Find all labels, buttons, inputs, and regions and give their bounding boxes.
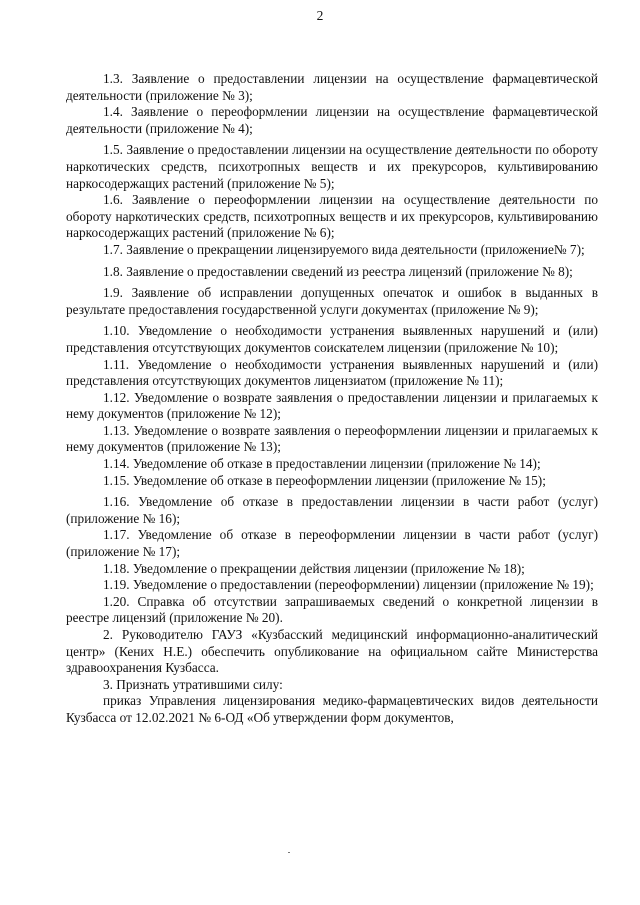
item-1-4: 1.4. Заявление о переоформлении лицензии на осуществление фармацевтической деятельности (приложение № 4); [66,104,598,136]
item-1-17: 1.17. Уведомление об отказе в переоформлении лицензии в части работ (услуг) (приложение № 17); [66,527,598,560]
item-2: 2. Руководителю ГАУЗ «Кузбасский медицинский информационно-аналитический центр» (Кених Н.Е.) обеспечить опубликование на официальном сайте Министерства здравоохранения Кузбасса. [66,627,598,676]
item-1-18: 1.18. Уведомление о прекращении действия лицензии (приложение № 18); [103,560,525,576]
item-1-10: 1.10. Уведомление о необходимости устранения выявленных нарушений и (или) представления отсутствующих документов соискателем лицензии (приложение № 10); [66,323,598,355]
item-1-15: 1.15. Уведомление об отказе в переоформлении лицензии (приложение № 15); [103,472,546,488]
document-body [66,71,598,727]
item-1-3: 1.3. Заявление о предоставлении лицензии на осуществление фармацевтической деятельности (приложение № 3); [66,71,598,103]
repealed-order: приказ Управления лицензирования медико-фармацевтических видов деятельности Кузбасса от 12.02.2021 № 6-ОД «Об утверждении форм документов, [66,693,598,725]
item-1-16: 1.16. Уведомление об отказе в предоставлении лицензии в части работ (услуг) (приложение № 16); [66,494,598,526]
item-1-12: 1.12. Уведомление о возврате заявления о предоставлении лицензии и прилагаемых к нему документов (приложение № 12); [66,389,598,422]
item-1-11: 1.11. Уведомление о необходимости устранения выявленных нарушений и (или) представления отсутствующих документов лицензиатом (приложение № 11); [66,356,598,389]
item-1-6: 1.6. Заявление о переоформлении лицензии на осуществление деятельности по обороту наркотических средств, психотропных веществ и их прекурсоров, культивированию наркосодержащих растений (приложение № 6); [66,192,598,241]
item-1-19: 1.19. Уведомление о предоставлении (переоформлении) лицензии (приложение № 19); [103,577,594,593]
item-1-13: 1.13. Уведомление о возврате заявления о переоформлении лицензии и прилагаемых к нему документов (приложение № 13); [66,422,598,455]
item-1-8: 1.8. Заявление о предоставлении сведений из реестра лицензий (приложение № 8); [103,263,573,279]
item-1-20: 1.20. Справка об отсутствии запрашиваемых сведений о конкретной лицензии в реестре лицензий (приложение № 20). [66,593,598,626]
scan-speck [288,852,290,853]
item-1-14: 1.14. Уведомление об отказе в предоставлении лицензии (приложение № 14); [103,456,541,472]
item-1-9: 1.9. Заявление об исправлении допущенных опечаток и ошибок в выданных в результате предоставления государственной услуги документах (приложение № 9); [66,285,598,317]
item-1-7: 1.7. Заявление о прекращении лицензируемого вида деятельности (приложение№ 7); [103,241,585,257]
item-3: 3. Признать утратившими силу: [103,676,283,692]
item-1-5: 1.5. Заявление о предоставлении лицензии на осуществление деятельности по обороту наркотических средств, психотропных веществ и их прекурсоров, культивированию наркосодержащих растений (приложение № 5); [66,142,598,191]
page-number: 2 [316,8,324,23]
